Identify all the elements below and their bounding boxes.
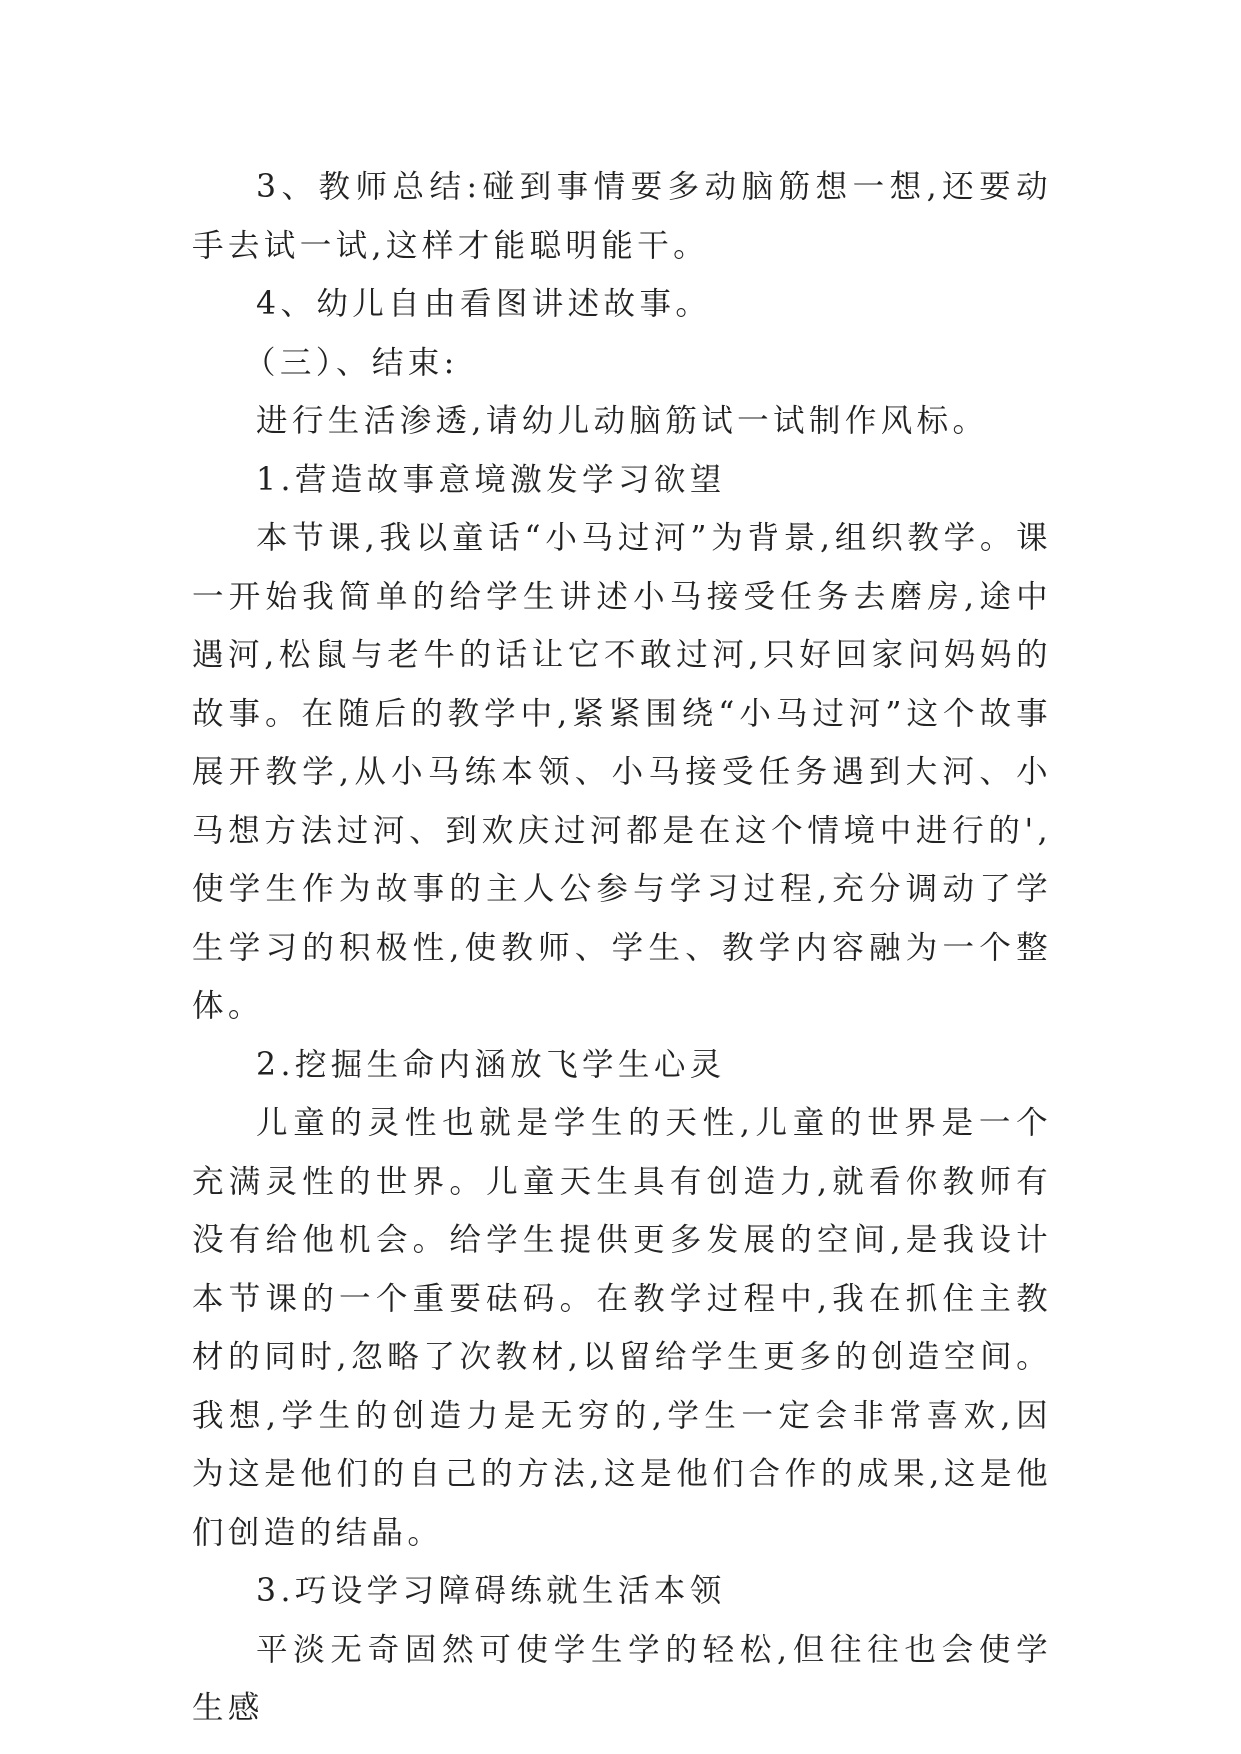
paragraph-story-context: 本节课,我以童话“小马过河”为背景,组织教学。课一开始我简单的给学生讲述小马接受任务去磨房,途中遇河,松鼠与老牛的话让它不敢过河,只好回家问妈妈的故事。在随后的教学中,紧紧围绕“小马过河”这个故事展开教学,从小马练本领、小马接受任务遇到大河、小马想方法过河、到欢庆过河都是在这个情境中进行的',使学生作为故事的主人公参与学习过程,充分调动了学生学习的积极性,使教师、学生、教学内容融为一个整体。 (192, 520, 1052, 1024)
paragraph-learning-obstacles: 平淡无奇固然可使学生学的轻松,但往往也会使学生感 (192, 1631, 1052, 1726)
paragraph-life-meaning: 儿童的灵性也就是学生的天性,儿童的世界是一个充满灵性的世界。儿童天生具有创造力,就看你教师有没有给他机会。给学生提供更多发展的空间,是我设计本节课的一个重要砝码。在教学过程中,我在抓住主教材的同时,忽略了次教材,以留给学生更多的创造空间。我想,学生的创造力是无穷的,学生一定会非常喜欢,因为这是他们的自己的方法,这是他们合作的成果,这是他们创造的结晶。 (192, 1105, 1052, 1551)
subheading-life-meaning: 2.挖掘生命内涵放飞学生心灵 (256, 1046, 726, 1083)
paragraph-teacher-summary: 3、教师总结:碰到事情要多动脑筋想一想,还要动手去试一试,这样才能聪明能干。 (192, 169, 1052, 264)
section-heading-ending: （三）、结束: (244, 344, 459, 381)
subheading-learning-obstacles: 3.巧设学习障碍练就生活本领 (256, 1573, 726, 1609)
document-body (192, 158, 1052, 1738)
paragraph-life-integration: 进行生活渗透,请幼儿动脑筋试一试制作风标。 (256, 403, 989, 439)
subheading-story-context: 1.营造故事意境激发学习欲望 (256, 461, 726, 498)
paragraph-free-storytelling: 4、幼儿自由看图讲述故事。 (256, 286, 712, 322)
